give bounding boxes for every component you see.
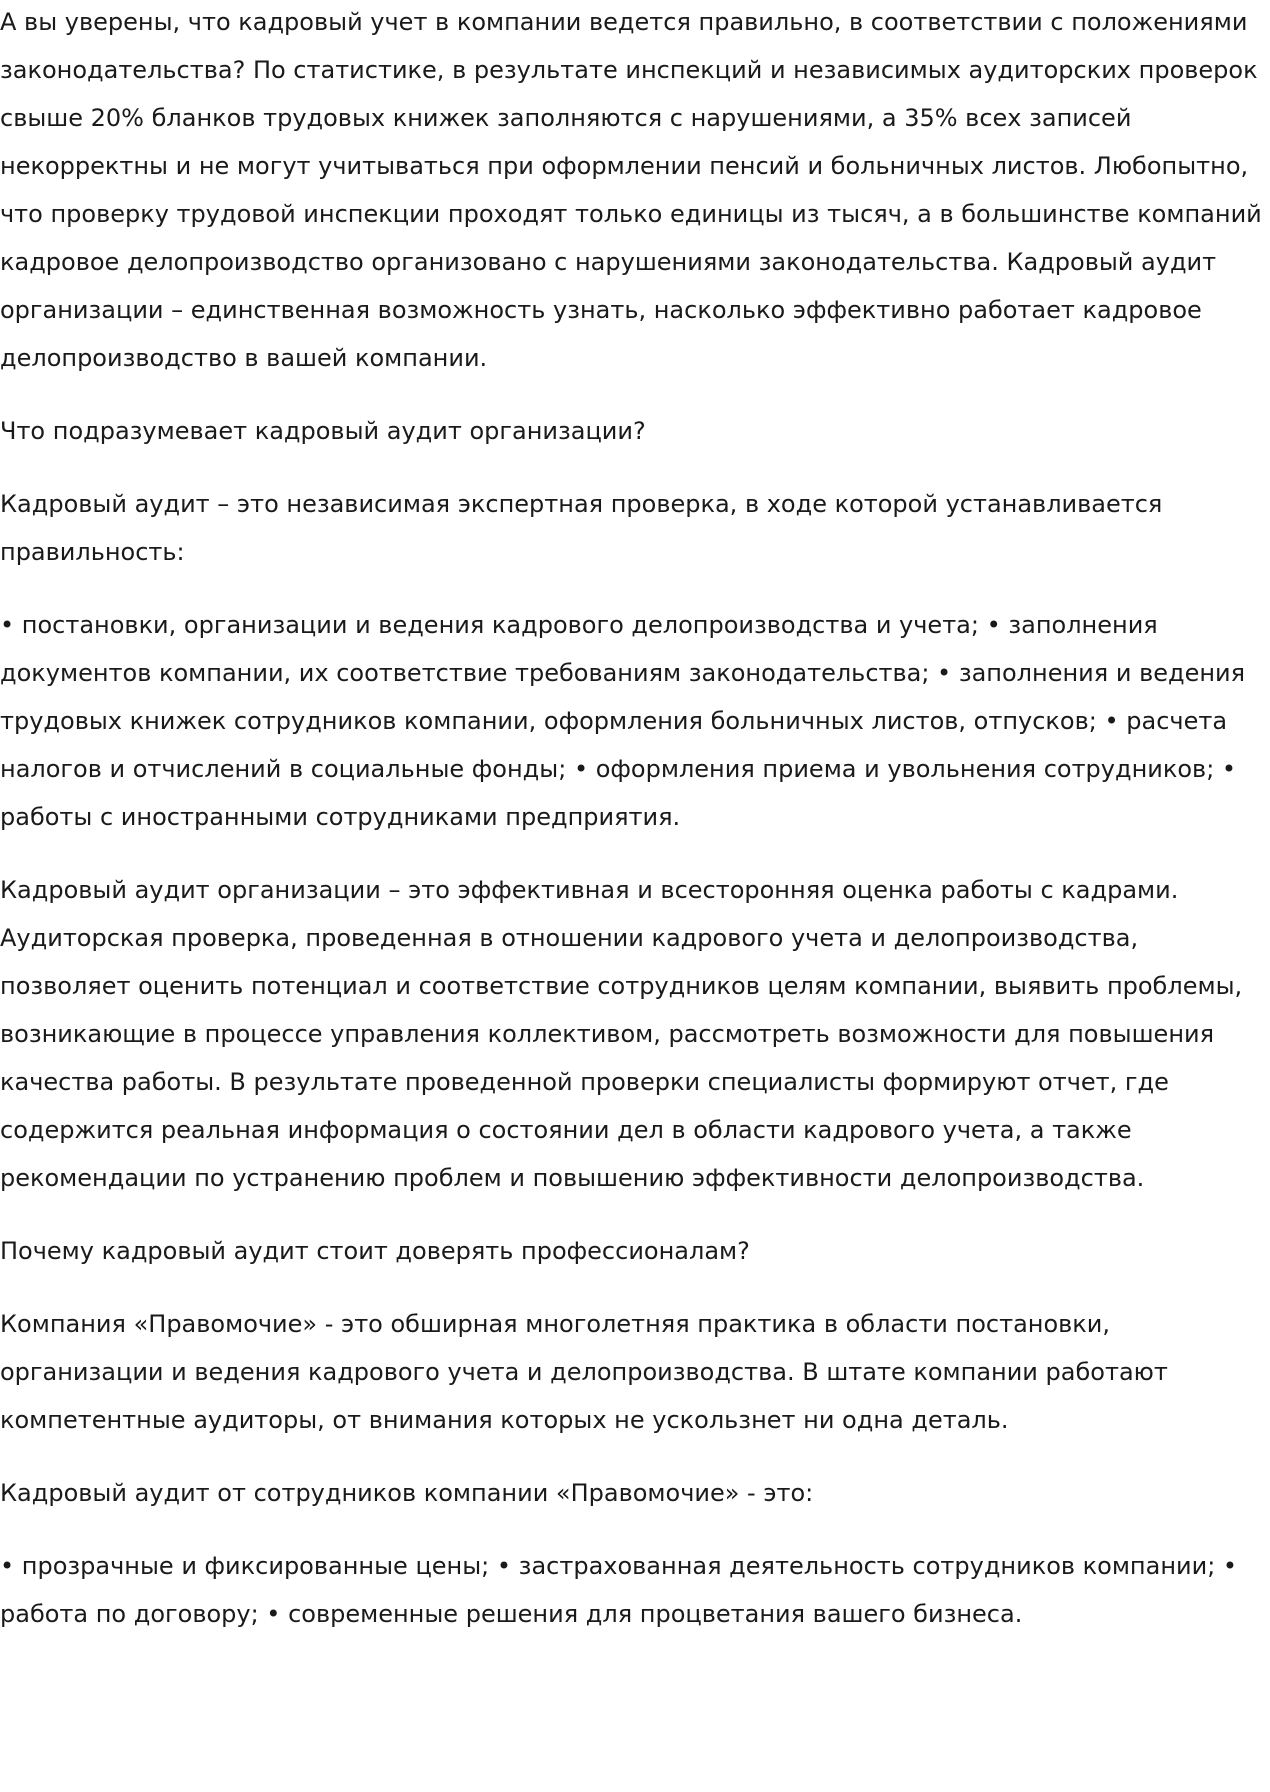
benefits-list: • прозрачные и фиксированные цены; • застрахованная деятельность сотрудников компании; • работа по договору; • современные решения для процветания вашего бизнеса. xyxy=(0,1552,1238,1628)
assessment-paragraph: Кадровый аудит организации – это эффективная и всесторонняя оценка работы с кадрами. Аудиторская проверка, проведенная в отношении кадрового учета и делопроизводства, позволяет оценить потенциал и соответствие сотрудников целям компании, выявить проблемы, возникающие в процессе управления коллективом, рассмотреть возможности для повышения качества работы. В результате проведенной проверки специалисты формируют отчет, где содержится реальная информация о состоянии дел в области кадрового учета, а также рекомендации по устранению проблем и повышению эффективности делопроизводства. xyxy=(0,876,1243,1192)
definition-paragraph: Кадровый аудит – это независимая экспертная проверка, в ходе которой устанавливается правильность: xyxy=(0,490,1163,566)
question-heading-why-professionals: Почему кадровый аудит стоит доверять профессионалам? xyxy=(0,1237,750,1265)
intro-paragraph: А вы уверены, что кадровый учет в компании ведется правильно, в соответствии с положениями законодательства? По статистике, в результате инспекций и независимых аудиторских проверок свыше 20% бланков трудовых книжек заполняются с нарушениями, а 35% всех записей некорректны и не могут учитываться при оформлении пенсий и больничных листов. Любопытно, что проверку трудовой инспекции проходят только единицы из тысяч, а в большинстве компаний кадровое делопроизводство организовано с нарушениями законодательства. Кадровый аудит организации – единственная возможность узнать, насколько эффективно работает кадровое делопроизводство в вашей компании. xyxy=(0,8,1262,372)
company-paragraph: Компания «Правомочие» - это обширная многолетняя практика в области постановки, организации и ведения кадрового учета и делопроизводства. В штате компании работают компетентные аудиторы, от внимания которых не ускользнет ни одна деталь. xyxy=(0,1310,1168,1434)
question-heading-audit-meaning: Что подразумевает кадровый аудит организации? xyxy=(0,417,646,445)
benefits-intro: Кадровый аудит от сотрудников компании «Правомочие» - это: xyxy=(0,1479,814,1507)
audit-checklist: • постановки, организации и ведения кадрового делопроизводства и учета; • заполнения документов компании, их соответствие требованиям законодательства; • заполнения и ведения трудовых книжек сотрудников компании, оформления больничных листов, отпусков; • расчета налогов и отчислений в социальные фонды; • оформления приема и увольнения сотрудников; • работы с иностранными сотрудниками предприятия. xyxy=(0,611,1246,831)
